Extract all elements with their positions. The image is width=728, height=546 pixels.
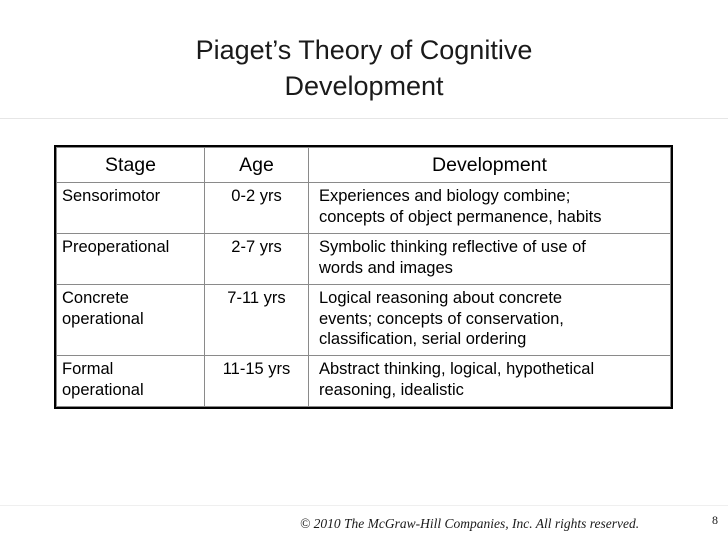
- column-header-development: Development: [309, 148, 671, 183]
- column-header-age: Age: [205, 148, 309, 183]
- stages-table: [54, 145, 673, 409]
- stage-cell: [57, 183, 205, 234]
- stage-text: Preoperational: [62, 238, 170, 256]
- slide-title: [0, 32, 728, 104]
- development-text: classification, serial ordering: [319, 330, 527, 348]
- stage-cell: [57, 234, 205, 285]
- stage-cell: [57, 356, 205, 407]
- title-divider: [0, 118, 728, 119]
- stage-cell: [57, 285, 205, 356]
- development-text: Symbolic thinking reflective of use of: [319, 238, 586, 256]
- development-text: Experiences and biology combine;: [319, 187, 571, 205]
- table-row: [57, 285, 671, 356]
- page-number: 8: [712, 513, 718, 527]
- age-cell: 11-15 yrs: [205, 356, 309, 407]
- age-cell: 2-7 yrs: [205, 234, 309, 285]
- development-text: Logical reasoning about concrete: [319, 289, 563, 307]
- column-header-stage: Stage: [57, 148, 205, 183]
- development-cell: [309, 356, 671, 407]
- development-text: words and images: [319, 258, 453, 277]
- table-row: [57, 356, 671, 407]
- development-cell: [309, 234, 671, 285]
- stage-text: operational: [62, 309, 144, 328]
- development-text: concepts of object permanence, habits: [319, 207, 602, 226]
- development-cell: [309, 285, 671, 356]
- table-row: [57, 183, 671, 234]
- stage-text: Formal: [62, 360, 114, 378]
- stage-text: Sensorimotor: [62, 187, 161, 205]
- table-row: [57, 234, 671, 285]
- development-text: reasoning, idealistic: [319, 380, 464, 399]
- stages-table-grid: [56, 147, 671, 407]
- development-text: events; concepts of conservation,: [319, 309, 564, 328]
- slide-title-line-2: Development: [284, 71, 444, 101]
- table-header-row: [57, 148, 671, 183]
- copyright-notice: © 2010 The McGraw-Hill Companies, Inc. All rights reserved.: [300, 516, 640, 531]
- development-text: Abstract thinking, logical, hypothetical: [319, 360, 595, 378]
- stage-text: operational: [62, 380, 144, 399]
- age-cell: 0-2 yrs: [205, 183, 309, 234]
- slide-title-line-1: Piaget’s Theory of Cognitive: [195, 35, 533, 65]
- development-cell: [309, 183, 671, 234]
- age-cell: 7-11 yrs: [205, 285, 309, 356]
- stage-text: Concrete: [62, 289, 129, 307]
- footer-divider: [0, 505, 728, 506]
